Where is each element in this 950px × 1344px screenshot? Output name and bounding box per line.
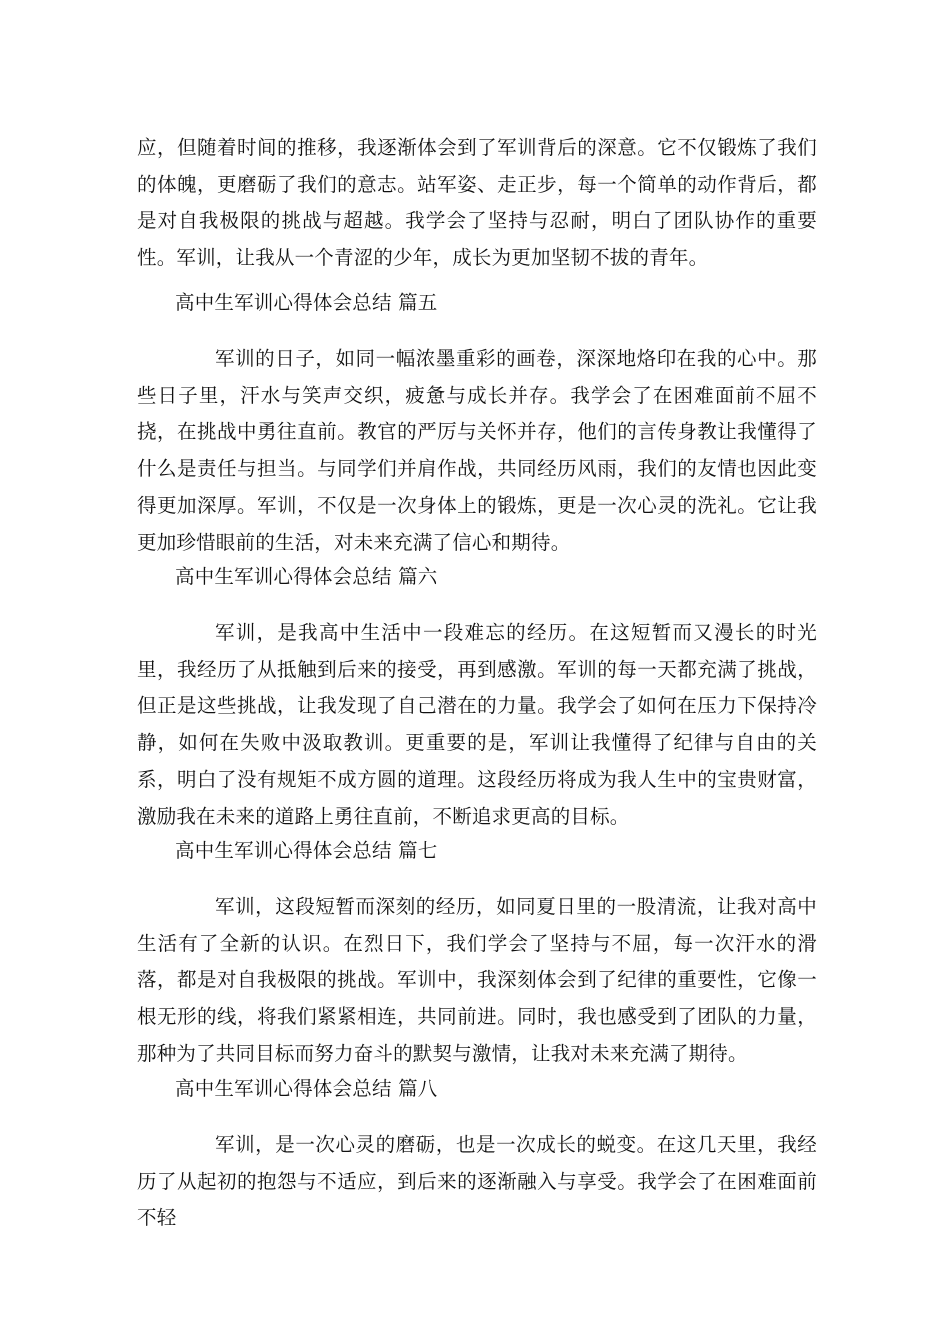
paragraph-section-6: 军训，是我高中生活中一段难忘的经历。在这短暂而又漫长的时光里，我经历了从抵触到后来的接受，再到感激。军训的每一天都充满了挑战，但正是这些挑战，让我发现了自己潜在的力量。我学会了如何在压力下保持冷静，如何在失败中汲取教训。更重要的是，军训让我懂得了纪律与自由的关系，明白了没有规矩不成方圆的道理。这段经历将成为我人生中的宝贵财富，激励我在未来的道路上勇往直前，不断追求更高的目标。 bbox=[137, 621, 817, 828]
paragraph-section-5: 军训的日子，如同一幅浓墨重彩的画卷，深深地烙印在我的心中。那些日子里，汗水与笑声交织，疲惫与成长并存。我学会了在困难面前不屈不挠，在挑战中勇往直前。教官的严厉与关怀并存，他们的言传身教让我懂得了什么是责任与担当。与同学们并肩作战，共同经历风雨，我们的友情也因此变得更加深厚。军训，不仅是一次身体上的锻炼，更是一次心灵的洗礼。它让我更加珍惜眼前的生活，对未来充满了信心和期待。 bbox=[137, 347, 817, 554]
paragraph-section-8: 军训，是一次心灵的磨砺，也是一次成长的蜕变。在这几天里，我经历了从起初的抱怨与不适应，到后来的逐渐融入与享受。我学会了在困难面前不轻 bbox=[137, 1133, 817, 1230]
section-heading-5: 高中生军训心得体会总结 篇五 bbox=[175, 291, 438, 314]
section-heading-6: 高中生军训心得体会总结 篇六 bbox=[175, 565, 438, 588]
section-heading-7: 高中生军训心得体会总结 篇七 bbox=[175, 839, 438, 862]
paragraph-section-7: 军训，这段短暂而深刻的经历，如同夏日里的一股清流，让我对高中生活有了全新的认识。在烈日下，我们学会了坚持与不屈，每一次汗水的滑落，都是对自我极限的挑战。军训中，我深刻体会到了纪律的重要性，它像一根无形的线，将我们紧紧相连，共同前进。同时，我也感受到了团队的力量，那种为了共同目标而努力奋斗的默契与激情，让我对未来充满了期待。 bbox=[137, 895, 817, 1065]
paragraph-continuation: 应，但随着时间的推移，我逐渐体会到了军训背后的深意。它不仅锻炼了我们的体魄，更磨砺了我们的意志。站军姿、走正步，每一个简单的动作背后，都是对自我极限的挑战与超越。我学会了坚持与忍耐，明白了团队协作的重要性。军训，让我从一个青涩的少年，成长为更加坚韧不拔的青年。 bbox=[137, 136, 817, 270]
section-heading-8: 高中生军训心得体会总结 篇八 bbox=[175, 1077, 438, 1100]
